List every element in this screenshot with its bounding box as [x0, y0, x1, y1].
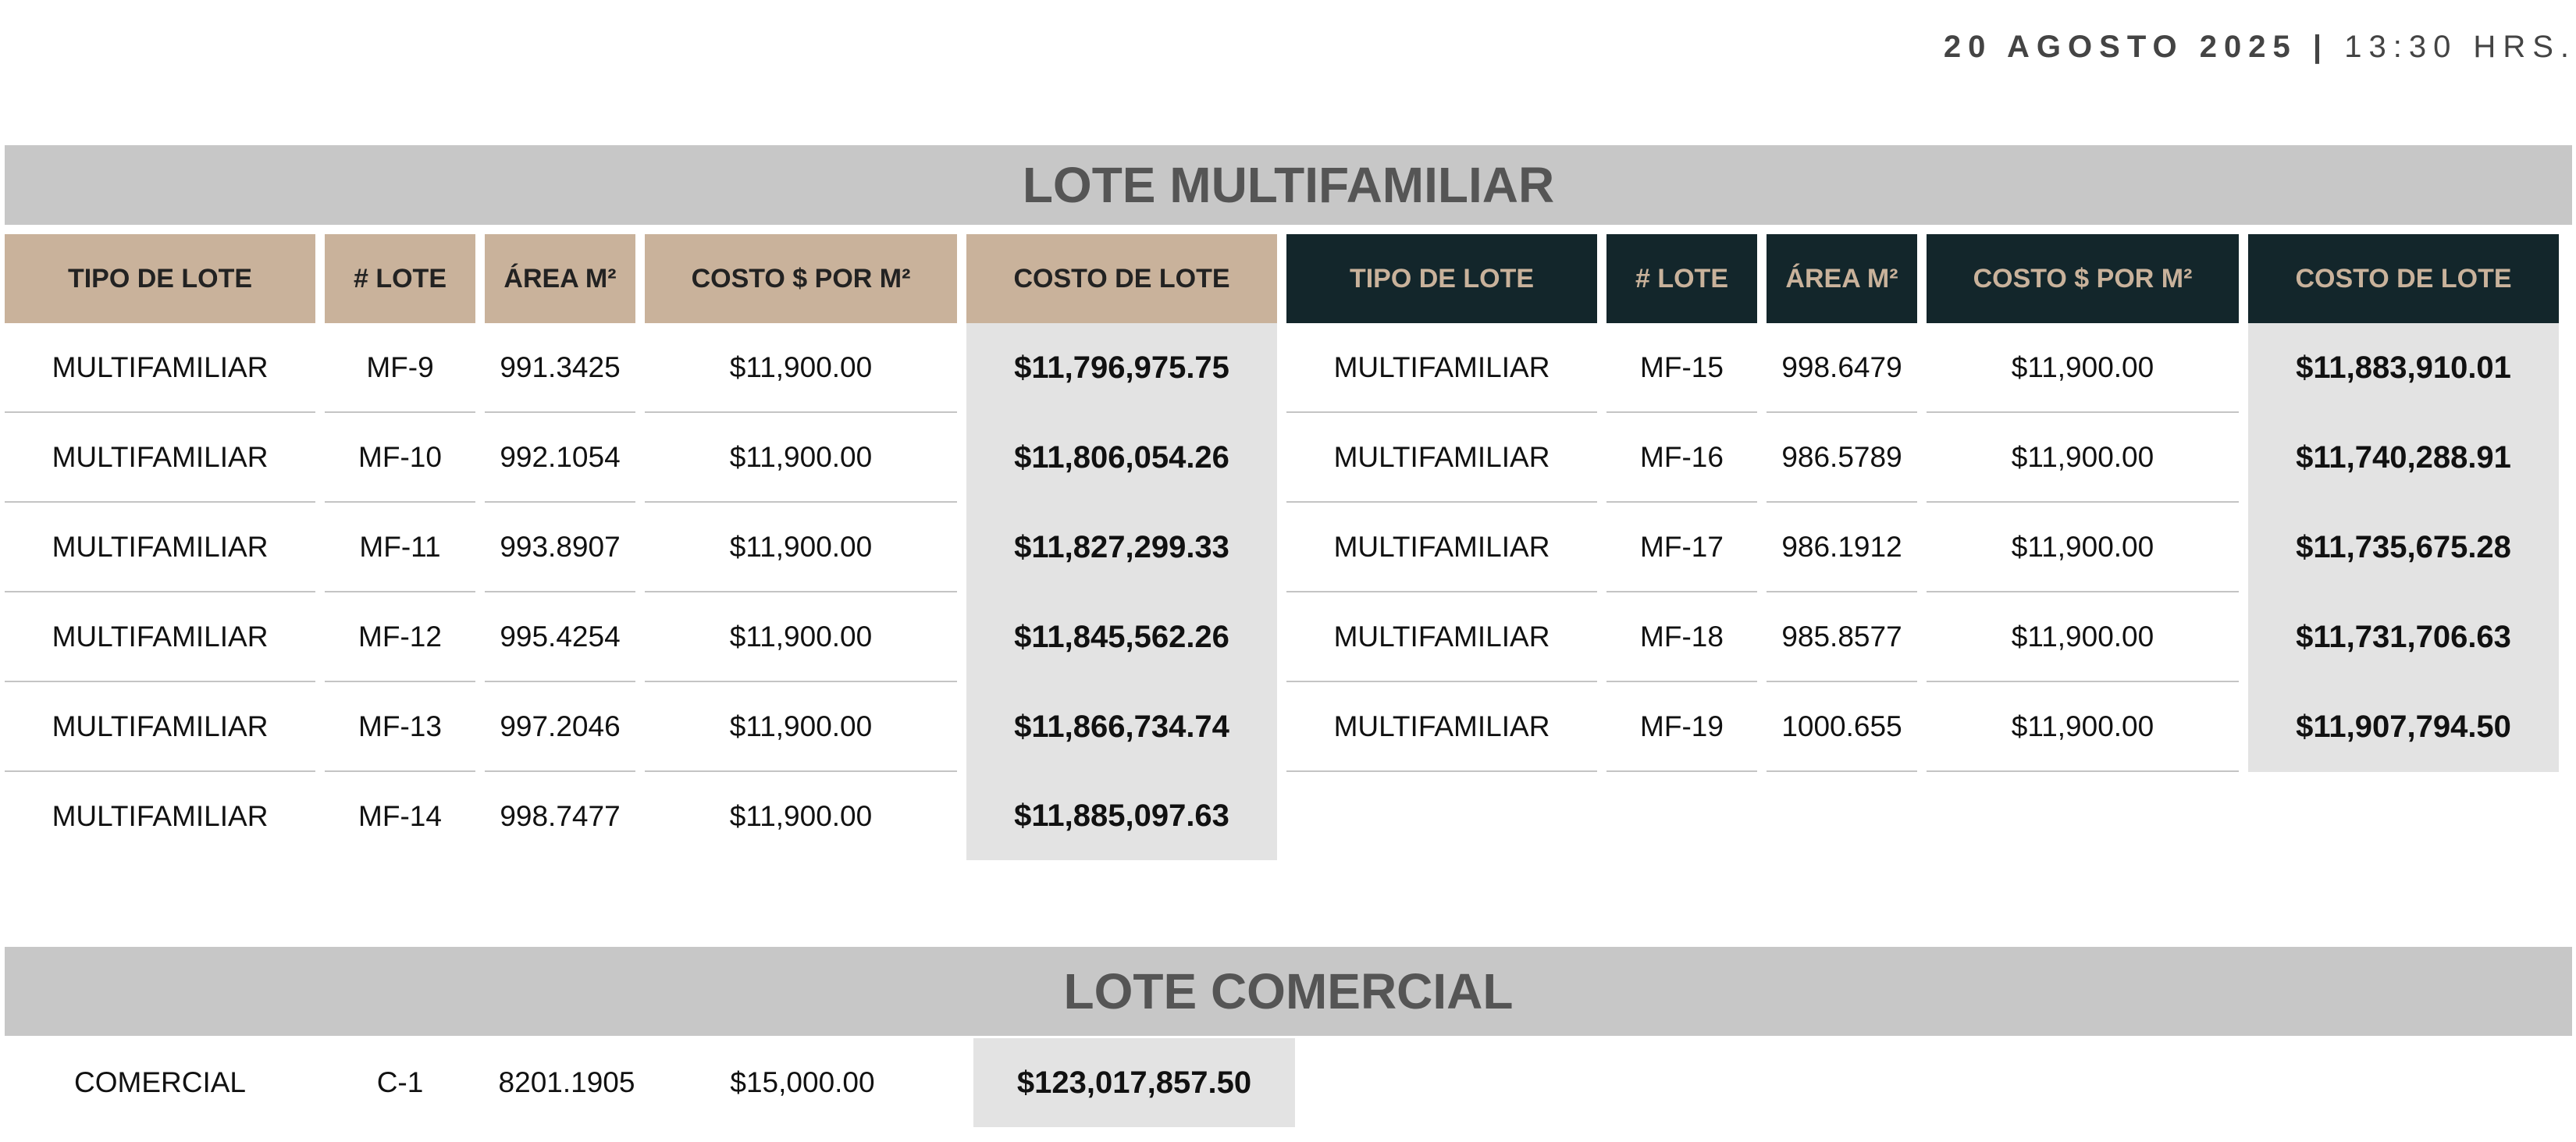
cell-tipo: MULTIFAMILIAR	[1286, 323, 1597, 413]
col-header-tipo-left: TIPO DE LOTE	[5, 234, 315, 323]
cell-tipo: MULTIFAMILIAR	[5, 323, 315, 413]
cell-area: 998.7477	[500, 799, 621, 832]
cell-costo-m2: $11,900.00	[729, 799, 873, 832]
cell-lote: MF-12	[325, 592, 475, 682]
cell-costo-m2: $11,900.00	[645, 323, 957, 413]
cell-tipo: COMERCIAL	[74, 1066, 246, 1098]
cell-area: 998.6479	[1767, 323, 1917, 413]
cell-costo-m2: $11,900.00	[1927, 323, 2239, 413]
date-time-header	[1483, 30, 2576, 65]
cell-area: 993.8907	[485, 503, 635, 592]
cell-costo-lote: $11,740,288.91	[2248, 413, 2559, 503]
cell-area: 995.4254	[485, 592, 635, 682]
table-header-row	[5, 234, 2559, 323]
empty-cell	[1767, 772, 1917, 860]
cell-area: 991.3425	[485, 323, 635, 413]
table-row	[5, 323, 2559, 413]
cell-tipo: MULTIFAMILIAR	[5, 413, 315, 503]
cell-area: 997.2046	[485, 682, 635, 772]
col-header-tipo-right: TIPO DE LOTE	[1286, 234, 1597, 323]
table-row	[5, 772, 2559, 860]
cell-area: 992.1054	[485, 413, 635, 503]
cell-area: 985.8577	[1767, 592, 1917, 682]
cell-lote: MF-9	[325, 323, 475, 413]
cell-costo-m2: $11,900.00	[1927, 682, 2239, 772]
header-time: 13:30 HRS.	[2344, 30, 2576, 64]
empty-cell	[1286, 772, 1597, 860]
cell-costo-lote: $11,845,562.26	[966, 592, 1277, 682]
table-row	[5, 682, 2559, 772]
cell-costo-lote: $11,885,097.63	[966, 772, 1277, 860]
cell-costo-m2: $11,900.00	[645, 503, 957, 592]
cell-lote: MF-15	[1606, 323, 1757, 413]
col-header-costo-m2-right: COSTO $ POR M²	[1927, 234, 2239, 323]
cell-costo-lote: $11,735,675.28	[2248, 503, 2559, 592]
table-row	[5, 413, 2559, 503]
cell-lote: MF-19	[1606, 682, 1757, 772]
cell-costo-lote: $123,017,857.50	[973, 1038, 1295, 1127]
cell-lote: MF-10	[325, 413, 475, 503]
cell-area: 8201.1905	[498, 1066, 635, 1098]
cell-costo-m2: $15,000.00	[730, 1066, 875, 1098]
empty-cell	[1927, 772, 2239, 860]
cell-costo-m2: $11,900.00	[1927, 592, 2239, 682]
table-row	[5, 592, 2559, 682]
comercial-row	[5, 1038, 1293, 1127]
cell-tipo: MULTIFAMILIAR	[1286, 682, 1597, 772]
cell-lote: MF-16	[1606, 413, 1757, 503]
cell-costo-lote: $11,866,734.74	[966, 682, 1277, 772]
cell-tipo: MULTIFAMILIAR	[52, 799, 269, 832]
header-date: 20 AGOSTO 2025	[1943, 30, 2297, 64]
multifamiliar-table	[0, 234, 2568, 860]
cell-tipo: MULTIFAMILIAR	[1286, 592, 1597, 682]
cell-costo-m2: $11,900.00	[1927, 413, 2239, 503]
cell-costo-lote: $11,883,910.01	[2248, 323, 2559, 413]
cell-tipo: MULTIFAMILIAR	[5, 682, 315, 772]
col-header-costo-m2-left: COSTO $ POR M²	[645, 234, 957, 323]
cell-costo-lote: $11,731,706.63	[2248, 592, 2559, 682]
section-title-multifamiliar: LOTE MULTIFAMILIAR	[5, 145, 2572, 225]
empty-cell	[1606, 772, 1757, 860]
cell-costo-m2: $11,900.00	[1927, 503, 2239, 592]
cell-area: 986.1912	[1767, 503, 1917, 592]
col-header-costo-lote-left: COSTO DE LOTE	[966, 234, 1277, 323]
cell-lote: MF-11	[325, 503, 475, 592]
header-separator: |	[2312, 30, 2329, 64]
col-header-area-right: ÁREA M²	[1767, 234, 1917, 323]
col-header-costo-lote-right: COSTO DE LOTE	[2248, 234, 2559, 323]
cell-costo-m2: $11,900.00	[645, 413, 957, 503]
section-title-comercial: LOTE COMERCIAL	[5, 947, 2572, 1036]
cell-tipo: MULTIFAMILIAR	[5, 503, 315, 592]
cell-costo-lote: $11,796,975.75	[966, 323, 1277, 413]
cell-costo-lote: $11,827,299.33	[966, 503, 1277, 592]
cell-area: 1000.655	[1767, 682, 1917, 772]
cell-costo-m2: $11,900.00	[645, 592, 957, 682]
cell-tipo: MULTIFAMILIAR	[1286, 503, 1597, 592]
col-header-lote-left: # LOTE	[325, 234, 475, 323]
cell-costo-lote: $11,907,794.50	[2248, 682, 2559, 772]
cell-area: 986.5789	[1767, 413, 1917, 503]
cell-lote: MF-17	[1606, 503, 1757, 592]
empty-cell	[2248, 772, 2559, 860]
col-header-area-left: ÁREA M²	[485, 234, 635, 323]
cell-costo-m2: $11,900.00	[645, 682, 957, 772]
cell-tipo: MULTIFAMILIAR	[1286, 413, 1597, 503]
cell-tipo: MULTIFAMILIAR	[5, 592, 315, 682]
col-header-lote-right: # LOTE	[1606, 234, 1757, 323]
cell-lote: MF-13	[325, 682, 475, 772]
cell-lote: MF-18	[1606, 592, 1757, 682]
cell-lote: MF-14	[358, 799, 442, 832]
cell-lote: C-1	[376, 1066, 424, 1098]
table-row	[5, 503, 2559, 592]
cell-costo-lote: $11,806,054.26	[966, 413, 1277, 503]
